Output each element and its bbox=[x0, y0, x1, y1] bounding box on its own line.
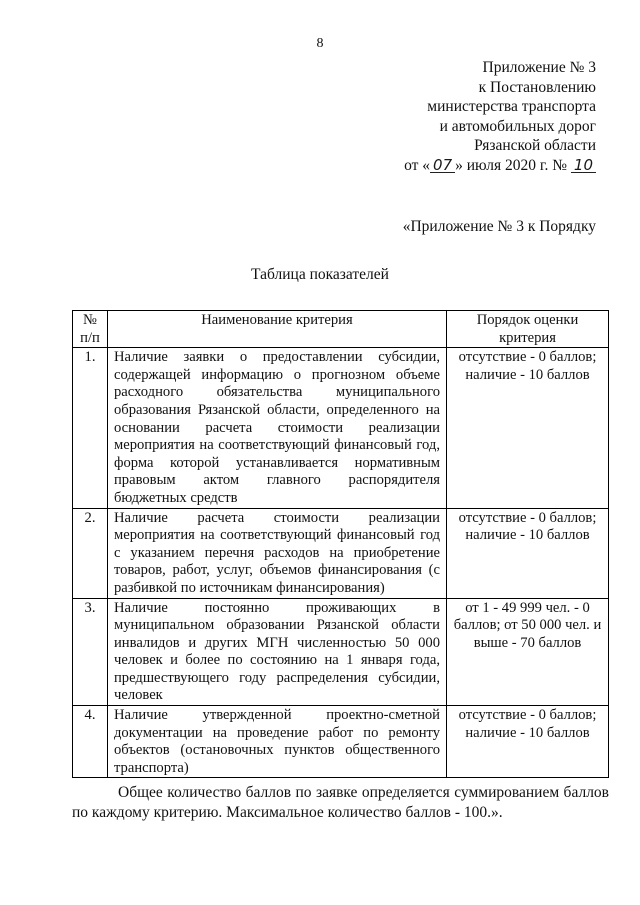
header-num bbox=[73, 311, 108, 348]
header-score: Порядок оценки критерия bbox=[447, 311, 609, 348]
row-score: от 1 - 49 999 чел. - 0 баллов; от 50 000 чел. и выше - 70 баллов bbox=[447, 598, 609, 706]
header-criterion: Наименование критерия bbox=[108, 311, 447, 348]
handwritten-doc-number: 10 bbox=[571, 158, 596, 173]
row-criterion: Наличие расчета стоимости реализации мероприятия на соответствующий финансовый год с указанием перечня расходов на приобретение товаров, работ, услуг, объемов финансирования (с разбивкой по источникам финансирования) bbox=[108, 508, 447, 598]
page-number: 8 bbox=[316, 36, 324, 51]
header-num-line: № bbox=[83, 312, 97, 328]
table-row bbox=[73, 508, 609, 598]
approval-header bbox=[404, 58, 596, 175]
header-line: к Постановлению bbox=[478, 78, 596, 96]
table-row bbox=[73, 706, 609, 778]
row-score: отсутствие - 0 баллов; наличие - 10 баллов bbox=[447, 348, 609, 508]
row-criterion: Наличие утвержденной проектно-сметной документации на проведение работ по ремонту объектов (остановочных пунктов общественного транспорта) bbox=[108, 706, 447, 778]
row-number: 3. bbox=[73, 598, 108, 706]
footer-note: Общее количество баллов по заявке определяется суммированием баллов по каждому критерию. Максимальное количество баллов - 100.». bbox=[72, 784, 609, 821]
row-number: 1. bbox=[73, 348, 108, 508]
table-row bbox=[73, 598, 609, 706]
table-header-row bbox=[73, 311, 609, 348]
row-criterion: Наличие заявки о предоставлении субсидии, содержащей информацию о прогнозном объеме расходного обязательства муниципального образования Рязанской области, определенного на основании расчета стоимости реализации мероприятия на соответствующий финансовый год, форма которой устанавливается нормативным правовым актом главного распорядителя бюджетных средств bbox=[108, 348, 447, 508]
row-number: 4. bbox=[73, 706, 108, 778]
date-middle: » июля 2020 г. № bbox=[455, 156, 571, 174]
header-line: министерства транспорта bbox=[427, 98, 596, 115]
date-prefix: от « bbox=[404, 156, 431, 174]
header-line: Приложение № 3 bbox=[482, 59, 596, 76]
row-score: отсутствие - 0 баллов; наличие - 10 баллов bbox=[447, 508, 609, 598]
appendix-reference: «Приложение № 3 к Порядку bbox=[402, 218, 596, 235]
row-score: отсутствие - 0 баллов; наличие - 10 баллов bbox=[447, 706, 609, 778]
criteria-table bbox=[72, 310, 609, 778]
table-title: Таблица показателей bbox=[251, 266, 389, 283]
header-line: Рязанской области bbox=[474, 137, 596, 154]
handwritten-day: 07 bbox=[430, 158, 455, 173]
header-date-line bbox=[404, 156, 596, 176]
row-criterion: Наличие постоянно проживающих в муниципальном образовании Рязанской области инвалидов и других МГН численностью 50 000 человек и более по состоянию на 1 января года, предшествующего году распределения субсидии, человек bbox=[108, 598, 447, 706]
header-num-line: п/п bbox=[80, 329, 100, 346]
row-number: 2. bbox=[73, 508, 108, 598]
table-row bbox=[73, 348, 609, 508]
header-line: и автомобильных дорог bbox=[439, 117, 596, 135]
